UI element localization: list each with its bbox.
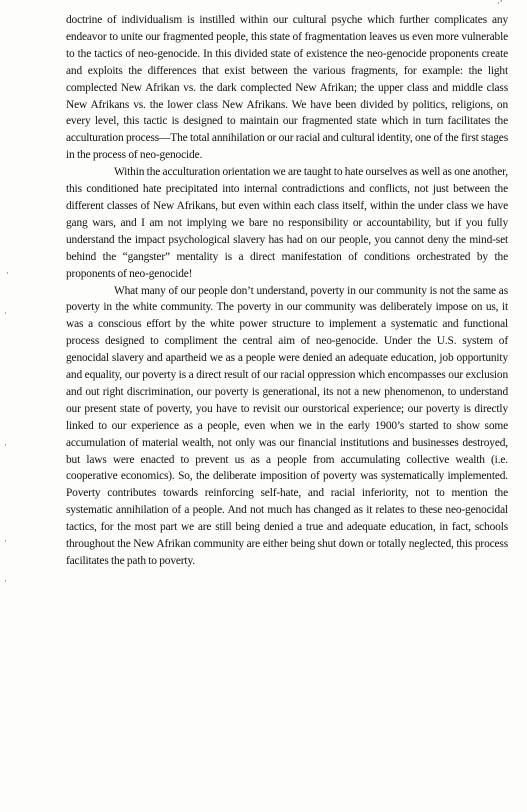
scan-speck: ·: [4, 441, 7, 451]
body-text: [66, 12, 508, 570]
paragraph-3: What many of our people don’t understand, poverty in our community is not the same as poverty in the white community. The poverty in our community was deliberately impose on us, it was a conscious effort by the white power structure to implement a systematic and functional process designed to compliment the central aim of neo-genocide. Under the U.S. system of genocidal slavery and apartheid we as a people were denied an adequate education, job opportunity and equality, our poverty is a direct result of our racial oppression which encompasses our exclusion and out right discrimination, our poverty is generational, its not a new phenomenon, to understand our present state of poverty, you have to revisit our ourstorical experience; our poverty is directly linked to our experience as a people, even when we in the early 1900’s started to show some accumulation of material wealth, not only was our financial institutions and businesses destroyed, but laws were enacted to prevent us as a people from accumulating collective wealth (i.e. cooperative economics). So, the deliberate imposition of poverty was systematically implemented. Poverty contributes towards reinforcing self-hate, and racial inferiority, not to mention the systematic annihilation of a people. And not much has changed as it relates to these neo-genocidal tactics, for the most part we are still being denied a true and adequate education, in fact, schools throughout the New Afrikan community are either being shut down or totally neglected, this process facilitates the path to poverty.: [66, 284, 508, 567]
scan-speck: ·: [4, 577, 7, 587]
scan-speck: ·': [497, 0, 503, 9]
scan-speck: ·: [4, 537, 7, 547]
paragraph-2: Within the acculturation orientation we are taught to hate ourselves as well as one another, this conditioned hate precipitated into internal contradictions and conflicts, not just between the different classes of New Afrikans, but even within each class itself, within the under class we have gang wars, and I am not implying we bare no responsibility or accountability, but if you fully understand the impact psychological slavery has had on our people, you cannot deny the mind-set behind the “gangster” mentality is a direct manifestation of conditions orchestrated by the proponents of neo-genocide!: [66, 166, 508, 280]
scan-speck: ·: [4, 309, 7, 319]
paragraph-1: doctrine of individualism is instilled within our cultural psyche which further complicates any endeavor to unite our fragmented people, this state of fragmentation leaves us even more vulnerable to the tactics of neo-genocide. In this divided state of existence the neo-genocide proponents create and exploits the differences that exist between the various fragments, for example: the light complected New Afrikan vs. the dark complected New Afrikan; the upper class and middle class New Afrikans vs. the lower class New Afrikans. We have been divided by politics, religions, on every level, this tactic is designed to maintain our fragmented state which in turn facilitates the acculturation process—The total annihilation or our racial and cultural identity, one of the first stages in the process of neo-genocide.: [66, 14, 508, 162]
scan-speck: ·: [6, 269, 9, 279]
